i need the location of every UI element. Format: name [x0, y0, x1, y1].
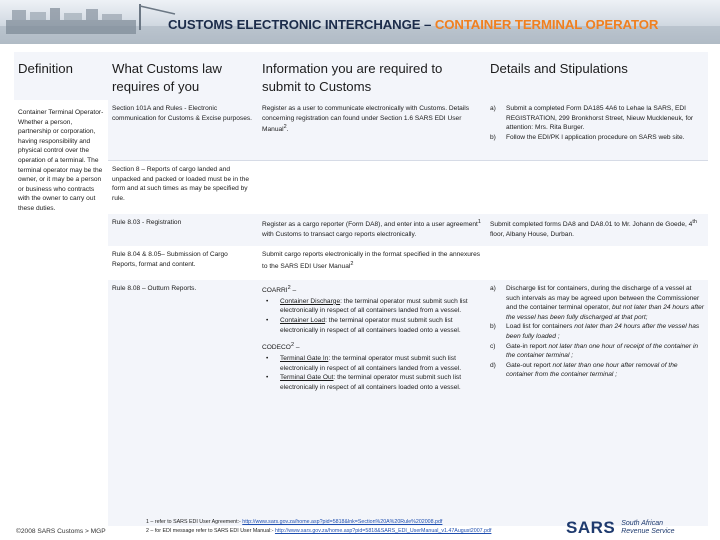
footnote-1-label: 1 – refer to SARS EDI User Agreement:-	[146, 519, 243, 525]
list-item	[262, 297, 482, 316]
list-text: Gate-in report	[506, 342, 549, 350]
row3-details-a: Submit completed forms DA8 and DA8.01 to Mr. Johann de Goede, 4	[490, 221, 693, 229]
list-text-italic: not later than one hour after removal of the container from the container terminal ;	[506, 361, 678, 379]
bullet-label: Container Discharge	[280, 297, 341, 305]
coarri-sup: 2	[287, 285, 291, 291]
list-item	[490, 322, 704, 341]
list-text-italic: but not later than 24 hours after the vessel has been fully discharged at that port;	[506, 304, 704, 321]
bullet-icon: •	[266, 297, 269, 305]
footnote-2-label: 2 – for EDI message refer to SARS EDI User Manual:-	[146, 528, 275, 534]
row4-law: Rule 8.04 & 8.05– Submission of Cargo Reports, format and content.	[108, 246, 258, 280]
row1-law: Section 101A and Rules - Electronic communication for Customs & Excise purposes.	[108, 100, 258, 160]
sars-logo-text	[621, 520, 674, 536]
list-item	[262, 354, 482, 373]
codeco-sup: 2	[290, 342, 295, 349]
codeco-head-text: CODECO	[262, 344, 291, 352]
row5-law: Rule 8.08 – Outturn Reports.	[108, 280, 258, 526]
bullet-icon: •	[266, 374, 269, 382]
row1-info	[258, 100, 486, 160]
footnote-2-link[interactable]: http://www.sars.gov.za/home.asp?pid=5818&SARS_EDI_UserManual_v1.47August2007.pdf	[274, 528, 492, 534]
sars-logo-mark: SARS	[566, 518, 616, 537]
list-text-italic: not later than one hour of receipt of the container in the container terminal ;	[506, 342, 699, 360]
list-item	[490, 284, 704, 322]
list-item	[490, 342, 704, 361]
coarri-head-text: COARRI	[262, 287, 288, 295]
row4-info-sup: 2	[350, 260, 354, 267]
row2-info	[258, 160, 486, 214]
list-marker: d)	[490, 361, 496, 369]
row1-info-sup: 2	[283, 124, 287, 131]
footnote-1	[146, 518, 491, 527]
logo-line-1: South African	[621, 520, 663, 527]
sars-logo	[566, 517, 706, 539]
list-text: Follow the EDI/PK l application procedure on SARS web site.	[506, 133, 685, 141]
header-definition: Definition	[14, 52, 108, 100]
row1-info-end: .	[286, 126, 289, 134]
list-item	[490, 133, 704, 143]
page-title-main: CUSTOMS ELECTRONIC INTERCHANGE –	[168, 17, 435, 32]
row3-info-sup: 1	[477, 219, 481, 225]
list-marker: a)	[490, 105, 496, 112]
coarri-heading	[262, 284, 482, 296]
list-text: Submit a completed Form DA185 4A6 to Lehae la SARS, EDI REGISTRATION, 299 Bronkhorst Street, Nieuw Muckleneuk, for attention: Mrs. Rita Burger.	[506, 105, 694, 132]
list-item	[490, 104, 704, 133]
list-marker: a)	[490, 285, 496, 292]
list-marker: b)	[490, 133, 496, 141]
bullet-icon: •	[266, 316, 269, 324]
row3-info-b: with Customs to transact cargo reports electronically.	[262, 230, 417, 238]
row1-details	[486, 100, 708, 160]
list-text: Discharge list for containers, during the discharge of a vessel at such intervals as may be agreed upon between the Commissioner and the container terminal operator,	[506, 285, 700, 312]
codeco-heading	[262, 341, 482, 353]
row3-info-a: Register as a cargo reporter (Form DA8), and enter into a user agreement	[262, 221, 478, 229]
row5-details	[486, 280, 708, 526]
page-title	[168, 17, 658, 32]
row1-info-text: Register as a user to communicate electronically with Customs. Details concerning registration can found under Section 1.6 SARS EDI User Manual	[262, 105, 470, 134]
bullet-text: : the terminal operator must submit such list electronically in respect of all containers loaded onto a vessel.	[280, 316, 461, 334]
row3-details-b: floor, Albany House, Durban.	[490, 230, 574, 238]
row3-details-sup: th	[692, 219, 697, 225]
logo-line-2: Revenue Service	[621, 528, 675, 535]
row3-details	[486, 214, 708, 246]
row3-law: Rule 8.03 - Registration	[108, 214, 258, 246]
row2-law: Section 8 – Reports of cargo landed and unpacked and packed or loaded must be in the form and at such times as may be specified by rule.	[108, 160, 258, 214]
list-text-italic: not later than 24 hours after the vessel has been fully loaded ;	[506, 323, 700, 340]
row5-info	[258, 280, 486, 526]
list-marker: c)	[490, 342, 496, 350]
footnotes	[146, 518, 491, 536]
row3-info	[258, 214, 486, 246]
bullet-label: Terminal Gate Out	[280, 374, 334, 382]
header-banner	[0, 0, 720, 44]
list-item	[262, 316, 482, 335]
bullet-label: Terminal Gate In	[280, 354, 329, 362]
footnote-1-link[interactable]: http://www.sars.gov.za/home.asp?pid=5818&lnk=Section%20A%20Rule%202008.pdf	[242, 519, 443, 525]
list-item	[262, 373, 482, 392]
copyright: ©2008 SARS Customs > MGP	[16, 528, 106, 535]
header-what-law: What Customs law requires of you	[108, 52, 258, 100]
list-item	[490, 361, 704, 380]
page-title-accent: CONTAINER TERMINAL OPERATOR	[434, 17, 659, 32]
row4-details	[486, 246, 708, 280]
requirements-table	[14, 52, 708, 535]
header-info-required: Information you are required to submit to Customs	[258, 52, 486, 100]
bullet-icon: •	[266, 354, 269, 362]
row2-details	[486, 160, 708, 214]
list-marker: b)	[490, 323, 496, 331]
bullet-text: : the terminal operator must submit such list electronically in respect of all containers landed from a vessel.	[280, 297, 468, 315]
coarri-tail: –	[290, 287, 297, 295]
header-details: Details and Stipulations	[486, 52, 708, 100]
footnote-2	[146, 527, 491, 536]
row4-info	[258, 246, 486, 280]
list-text: Gate-out report	[506, 361, 553, 369]
row4-info-text: Submit cargo reports electronically in the format specified in the annexures to the SARS EDI User Manual	[262, 251, 481, 270]
bullet-text: : the terminal operator must submit such list electronically in respect of all containers landed from a vessel.	[280, 354, 462, 372]
list-text: Load list for containers	[506, 323, 575, 331]
bullet-text: : the terminal operator must submit such list electronically in respect of all containers loaded onto a vessel.	[280, 374, 462, 391]
definition-cell: Container Terminal Operator- Whether a person, partnership or corporation, having responsibility and physical control over the operation of a terminal. The terminal operator may be the owner, or it may be a person or business who contracts with the owner to carry out these duties.	[14, 100, 108, 526]
codeco-tail: –	[294, 344, 300, 352]
bullet-label: Container Load	[280, 316, 326, 324]
